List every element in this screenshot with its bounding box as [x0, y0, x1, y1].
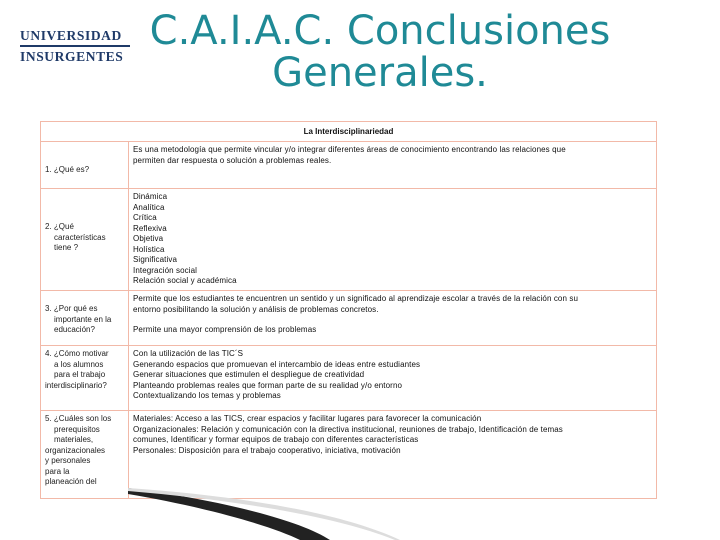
table-row — [41, 411, 656, 499]
question-text: para la — [45, 466, 70, 476]
answer-cell — [129, 411, 656, 499]
table-row — [41, 189, 656, 291]
table-header: La Interdisciplinariedad — [41, 122, 656, 142]
question-text: y personales — [45, 456, 91, 465]
answer-line: entorno posibilitando la solución y análisis de problemas concretos. — [133, 304, 379, 314]
answer-line: Organizacionales: Relación y comunicación con la directiva institucional, reuniones de trabajo, Identificación de temas — [133, 424, 563, 434]
answer-line: permiten dar respuesta o solución a problemas reales. — [133, 155, 332, 165]
answer-line: Crítica — [133, 213, 157, 222]
question-text: interdisciplinario? — [45, 380, 107, 390]
question-text: 5. ¿Cuáles son los — [45, 414, 112, 423]
question-text: prerequisitos — [54, 424, 100, 434]
question-text: para el trabajo — [54, 370, 106, 379]
answer-line: Permite que los estudiantes te encuentren un sentido y un significado al aprendizaje escolar a través de la relación con su — [133, 294, 579, 303]
answer-cell — [129, 189, 656, 290]
question-text: 1. ¿Qué es? — [45, 165, 90, 174]
answer-line: Integración social — [133, 265, 198, 275]
answer-line: Analítica — [133, 202, 165, 212]
answer-line: Generando espacios que promuevan el intercambio de ideas entre estudiantes — [133, 359, 421, 369]
answer-cell — [129, 291, 656, 345]
logo-line-2: INSURGENTES — [20, 49, 124, 64]
question-cell — [41, 291, 129, 345]
answer-line: Personales: Disposición para el trabajo cooperativo, iniciativa, motivación — [133, 445, 401, 455]
slide-title — [130, 10, 630, 94]
answer-line: Con la utilización de las TIC´S — [133, 349, 244, 358]
university-logo — [20, 28, 132, 65]
answer-line: Planteando problemas reales que forman parte de su realidad y/o entorno — [133, 380, 403, 390]
logo-line-1: UNIVERSIDAD — [20, 28, 122, 43]
answer-line: Dinámica — [133, 192, 168, 201]
question-text: importante en la — [54, 314, 112, 324]
question-cell — [41, 411, 129, 499]
answer-line: Objetiva — [133, 234, 164, 243]
question-text: 3. ¿Por qué es — [45, 304, 98, 313]
question-text: organizacionales — [45, 445, 106, 455]
question-text: planeación del — [45, 477, 97, 486]
answer-line: comunes, Identificar y formar equipos de trabajo con diferentes características — [133, 435, 419, 444]
slide-title-line-1: C.A.I.A.C. Conclusiones — [149, 8, 611, 54]
question-text: 2. ¿Qué — [45, 222, 74, 231]
answer-line: Generar situaciones que estimulen el despliegue de creatividad — [133, 370, 365, 379]
question-text: materiales, — [54, 435, 94, 444]
question-cell — [41, 142, 129, 188]
answer-line: Significativa — [133, 255, 177, 264]
table-row — [41, 291, 656, 346]
embedded-document-table — [40, 121, 657, 499]
question-cell — [41, 346, 129, 410]
question-text: 4. ¿Cómo motivar — [45, 349, 109, 358]
answer-line: Permite una mayor comprensión de los problemas — [133, 325, 317, 334]
answer-line: Es una metodología que permite vincular y/o integrar diferentes áreas de conocimiento encontrando las relaciones que — [133, 145, 566, 154]
table-row — [41, 346, 656, 411]
answer-cell — [129, 346, 656, 410]
question-text: características — [54, 232, 106, 242]
table-row — [41, 142, 656, 189]
answer-cell — [129, 142, 656, 188]
question-text: educación? — [54, 325, 95, 334]
answer-line: Relación social y académica — [133, 276, 237, 285]
answer-line: Reflexiva — [133, 223, 167, 233]
answer-line: Contextualizando los temas y problemas — [133, 391, 281, 400]
question-cell — [41, 189, 129, 290]
question-text: tiene ? — [54, 243, 79, 252]
answer-line: Materiales: Acceso a las TICS, crear espacios y facilitar lugares para favorecer la comunicación — [133, 414, 482, 423]
logo-rule — [20, 45, 130, 47]
question-text: a los alumnos — [54, 359, 104, 369]
slide-title-line-2: Generales. — [272, 50, 488, 96]
answer-line: Holística — [133, 244, 165, 254]
